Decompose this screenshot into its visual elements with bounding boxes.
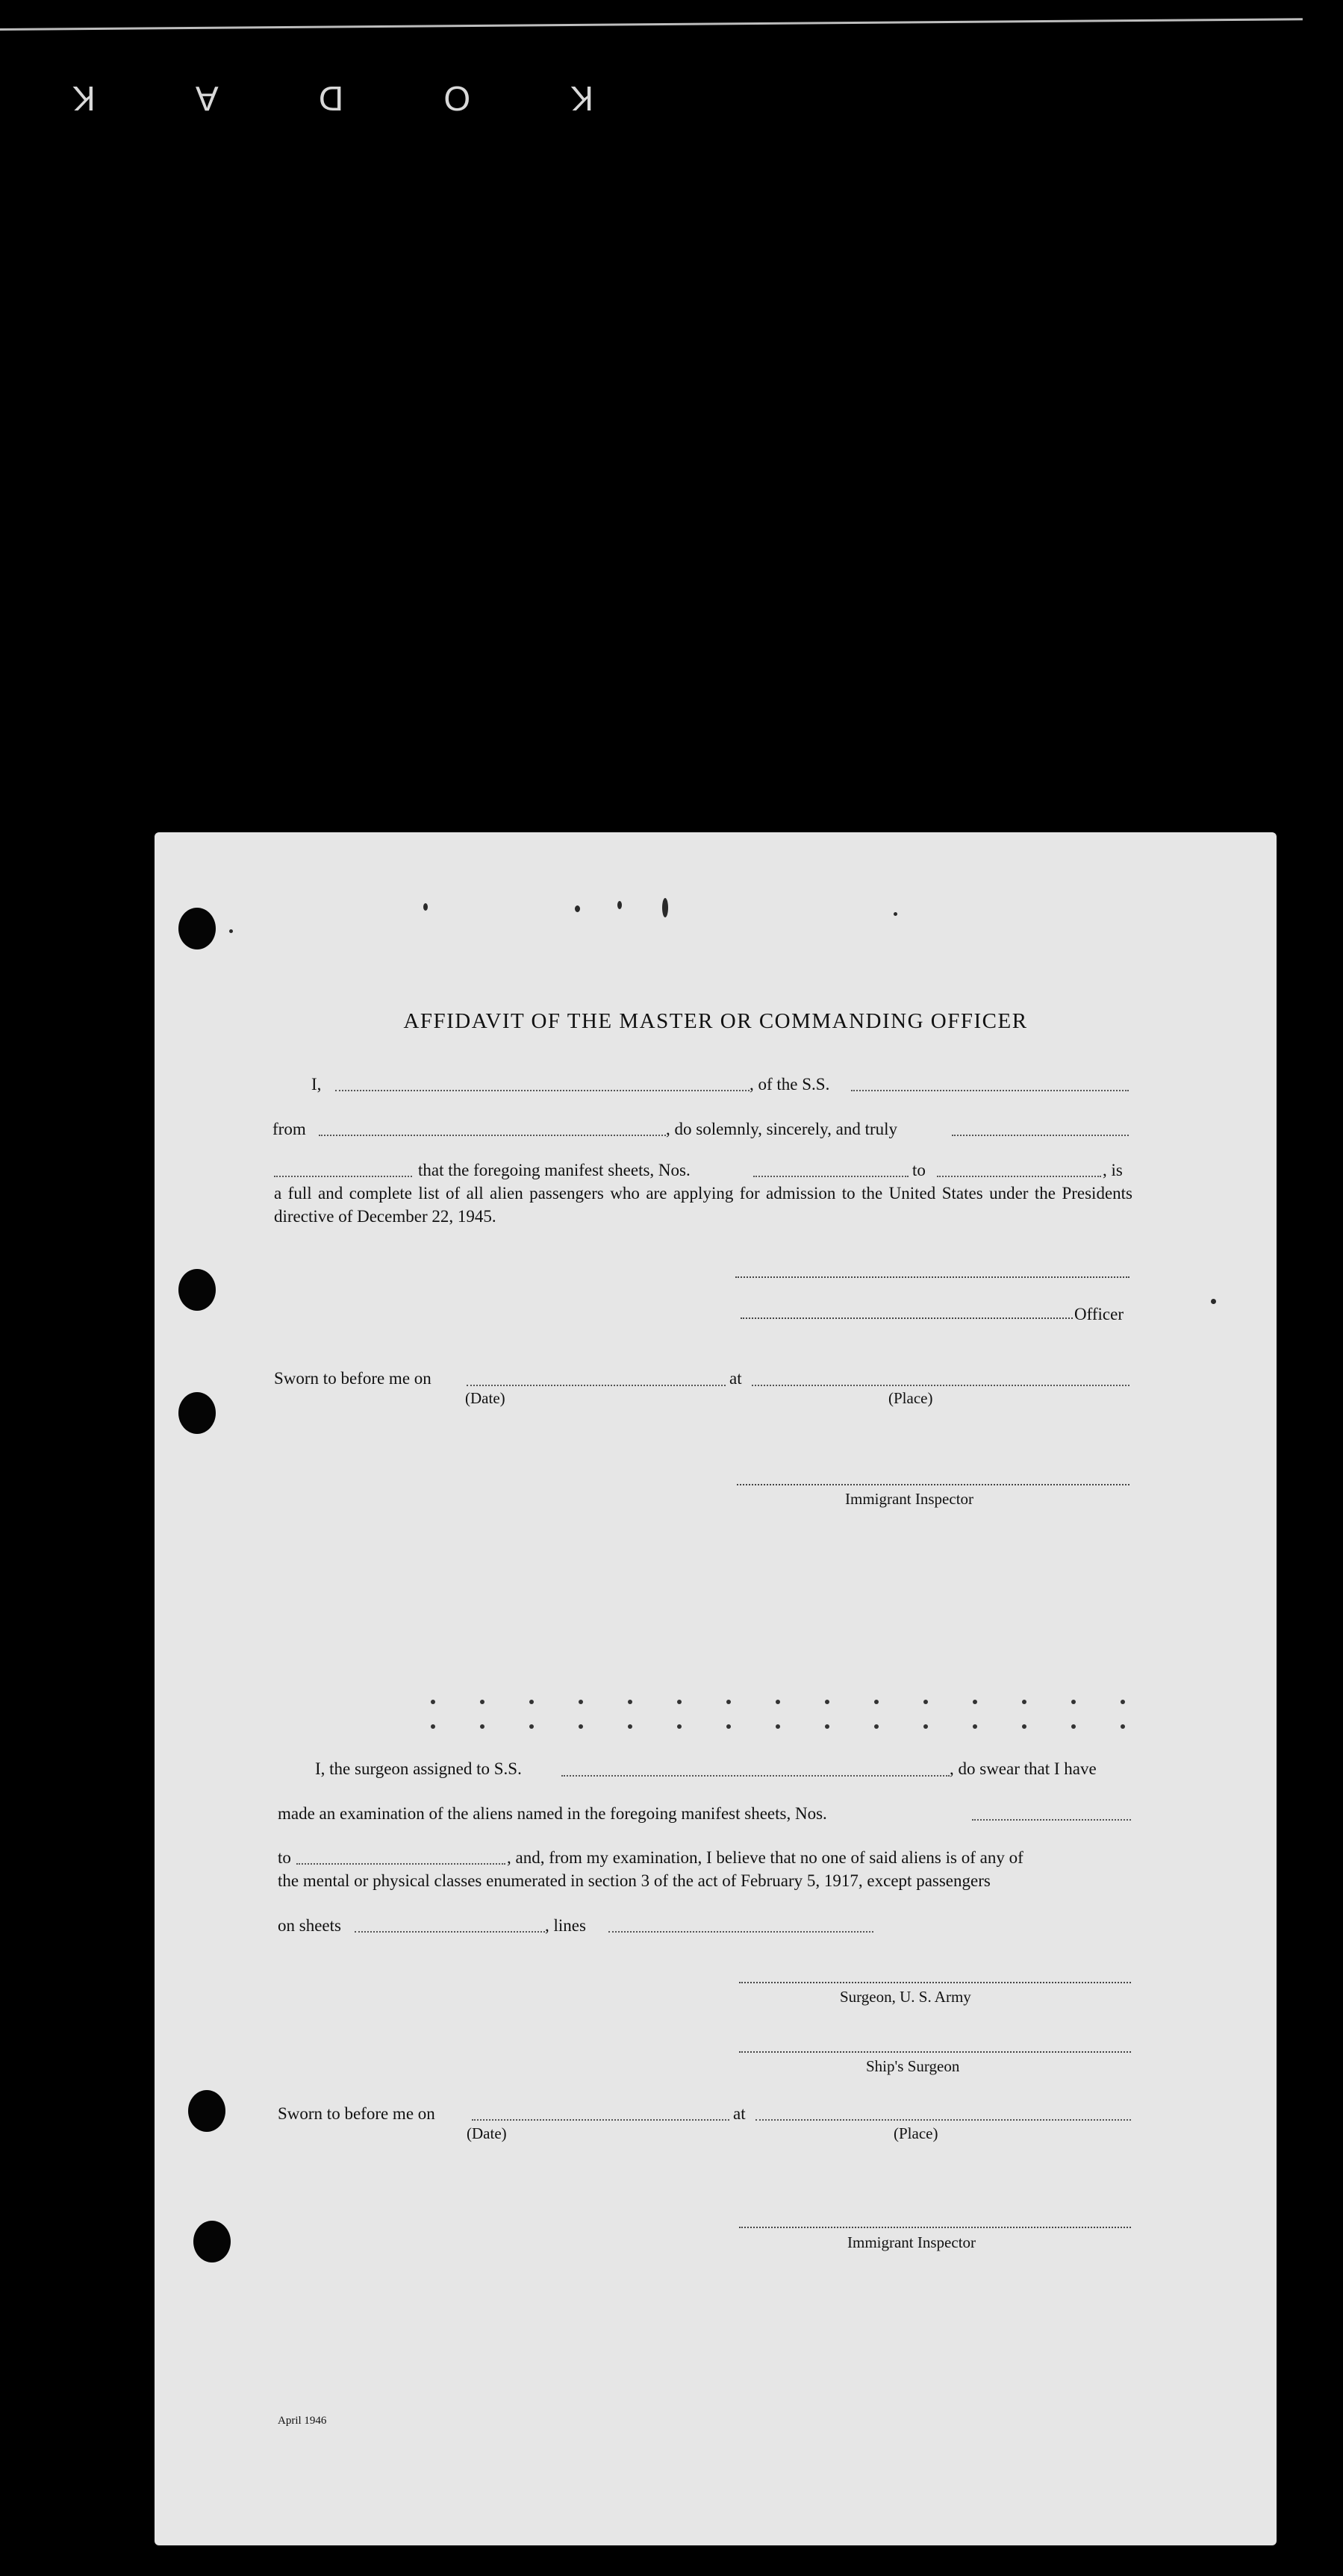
surgeon-ship-field[interactable] (561, 1775, 950, 1777)
surgeon-sworn-place-field[interactable] (755, 2119, 1131, 2121)
film-brand-text (71, 69, 593, 128)
form-title: AFFIDAVIT OF THE MASTER OR COMMANDING OFFICER (403, 1009, 1028, 1033)
ship-name-field[interactable] (851, 1090, 1129, 1091)
master-statement: a full and complete list of all alien passengers who are applying for admission to the United States under the Presidents directive of December 22, 1945. (274, 1184, 1132, 1226)
affidavit-sheet (155, 832, 1277, 2545)
to-label: to (912, 1161, 926, 1179)
place-caption: (Place) (888, 1389, 933, 1407)
film-letter: D (317, 79, 344, 118)
surgeon-place-caption: (Place) (894, 2124, 938, 2142)
speck (662, 898, 668, 917)
surgeon-sheets-from-field[interactable] (972, 1819, 1131, 1821)
except-lines-field[interactable] (608, 1931, 873, 1933)
speck (229, 929, 233, 933)
manifest-sheets-label: that the foregoing manifest sheets, Nos. (418, 1161, 691, 1179)
sworn-label: Sworn to before me on (274, 1369, 431, 1388)
port-from-field[interactable] (319, 1135, 666, 1136)
punch-hole (188, 2090, 225, 2132)
speck (1211, 1299, 1216, 1304)
punch-hole (178, 908, 216, 949)
surgeon-sworn-date-field[interactable] (472, 2119, 729, 2121)
officer-label: Officer (1074, 1305, 1124, 1323)
declare-field[interactable] (274, 1176, 412, 1177)
surgeon-inspector-signature-line[interactable] (739, 2227, 1131, 2228)
ship-surgeon-signature-line[interactable] (739, 2051, 1131, 2053)
film-edge (0, 18, 1303, 31)
sheets-to-field[interactable] (937, 1176, 1101, 1177)
master-name-field[interactable] (335, 1090, 750, 1091)
film-letter: O (442, 79, 471, 118)
at-label: at (729, 1369, 742, 1388)
on-sheets-label: on sheets (278, 1916, 341, 1935)
swear-label: , do solemnly, sincerely, and truly (666, 1120, 898, 1138)
surgeon-line4: the mental or physical classes enumerated in section 3 of the act of February 5, 1917, except passengers (278, 1871, 991, 1890)
separator-dots (431, 1724, 1125, 1729)
sheets-from-field[interactable] (753, 1176, 909, 1177)
surgeon-line3: , and, from my examination, I believe that no one of said aliens is of any of (507, 1848, 1023, 1867)
lines-label: , lines (545, 1916, 586, 1935)
form-date-footer: April 1946 (278, 2415, 327, 2427)
separator-dots (431, 1700, 1125, 1704)
i-label: I, (311, 1075, 322, 1094)
inspector-label: Immigrant Inspector (845, 1490, 974, 1508)
film-letter: K (71, 79, 96, 118)
punch-hole (193, 2221, 231, 2262)
sworn-date-field[interactable] (467, 1385, 726, 1386)
surgeon-inspector-label: Immigrant Inspector (847, 2233, 976, 2251)
surgeon-swear-label: , do swear that I have (950, 1759, 1097, 1778)
speck (575, 905, 580, 912)
except-sheets-field[interactable] (355, 1931, 545, 1933)
speck (423, 903, 428, 911)
surgeon-sheets-to-field[interactable] (296, 1863, 505, 1865)
film-letter: A (193, 79, 219, 118)
film-letter: K (569, 79, 593, 118)
officer-signature-line[interactable] (741, 1317, 1073, 1319)
master-signature-line[interactable] (735, 1276, 1129, 1278)
surgeon-date-caption: (Date) (467, 2124, 507, 2142)
surgeon-to-label: to (278, 1848, 291, 1867)
surgeon-at-label: at (733, 2104, 746, 2123)
date-caption: (Date) (465, 1389, 505, 1407)
speck (617, 901, 622, 909)
surgeon-line1: I, the surgeon assigned to S.S. (315, 1759, 522, 1778)
speck (894, 912, 897, 916)
ship-surgeon-label: Ship's Surgeon (866, 2057, 960, 2075)
punch-hole (178, 1269, 216, 1311)
of-ss-label: , of the S.S. (750, 1075, 830, 1094)
inspector-signature-line[interactable] (737, 1484, 1129, 1485)
surgeon-sworn-label: Sworn to before me on (278, 2104, 435, 2123)
sworn-place-field[interactable] (752, 1385, 1129, 1386)
oath-field[interactable] (952, 1135, 1129, 1136)
surgeon-line2: made an examination of the aliens named in the foregoing manifest sheets, Nos. (278, 1804, 827, 1823)
from-label: from (272, 1120, 306, 1138)
army-surgeon-signature-line[interactable] (739, 1982, 1131, 1983)
is-label: , is (1103, 1161, 1123, 1179)
army-surgeon-label: Surgeon, U. S. Army (840, 1988, 971, 2006)
punch-hole (178, 1392, 216, 1434)
